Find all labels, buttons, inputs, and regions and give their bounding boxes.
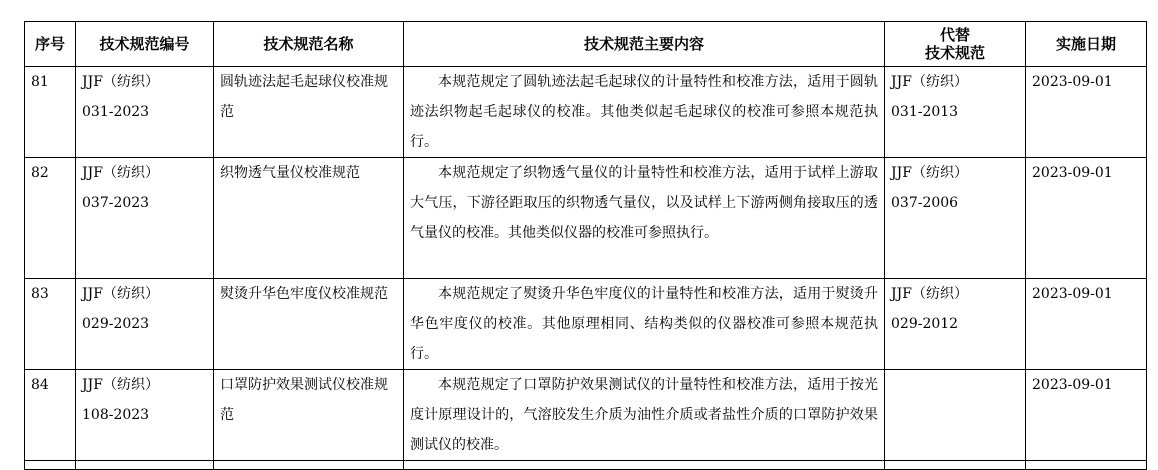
header-date: 实施日期	[1026, 22, 1147, 67]
cell-code-line1: JJF（纺织）	[82, 74, 159, 90]
cell-replace-line1: JJF（纺织）	[891, 74, 968, 90]
cell-name: 圆轨迹法起毛起球仪校准规范	[214, 67, 404, 158]
cell-code-line2: 031-2023	[82, 104, 150, 120]
cell-content: 本规范规定了织物透气量仪的计量特性和校准方法，适用于试样上游取大气压，下游径距取压的织物透气量仪，以及试样上下游两侧角接取压的透气量仪的校准。其他类似仪器的校准可参照执行。	[404, 158, 885, 279]
cell-replace	[885, 158, 1026, 279]
cell-replace-line2: 029-2012	[891, 316, 959, 332]
table-row	[25, 279, 1147, 370]
standards-table	[24, 21, 1147, 470]
cell-code	[76, 158, 214, 279]
cell-no: 83	[25, 279, 76, 370]
cell-code-line1: JJF（纺织）	[82, 377, 159, 393]
table-row-partial	[25, 461, 1147, 470]
cell-date: 2023-09-01	[1026, 370, 1147, 461]
cell-code	[76, 370, 214, 461]
cell-replace-line2: 031-2013	[891, 104, 959, 120]
cell-partial	[25, 461, 76, 470]
cell-code-line2: 108-2023	[82, 407, 150, 423]
cell-partial	[1026, 461, 1147, 470]
cell-code-line2: 037-2023	[82, 195, 150, 211]
header-replace	[885, 22, 1026, 67]
cell-code	[76, 67, 214, 158]
cell-replace	[885, 279, 1026, 370]
cell-partial	[404, 461, 885, 470]
cell-replace	[885, 370, 1026, 461]
cell-no: 82	[25, 158, 76, 279]
cell-content: 本规范规定了熨烫升华色牢度仪的计量特性和校准方法，适用于熨烫升华色牢度仪的校准。其他原理相同、结构类似的仪器校准可参照本规范执行。	[404, 279, 885, 370]
cell-code-line1: JJF（纺织）	[82, 165, 159, 181]
header-replace-line1: 代替	[939, 26, 970, 44]
table-row	[25, 370, 1147, 461]
header-replace-line2: 技术规范	[924, 44, 985, 62]
cell-no: 81	[25, 67, 76, 158]
cell-content: 本规范规定了圆轨迹法起毛起球仪的计量特性和校准方法，适用于圆轨迹法织物起毛起球仪的校准。其他类似起毛起球仪的校准可参照本规范执行。	[404, 67, 885, 158]
cell-partial	[214, 461, 404, 470]
cell-name: 熨烫升华色牢度仪校准规范	[214, 279, 404, 370]
cell-name: 织物透气量仪校准规范	[214, 158, 404, 279]
cell-replace-line2: 037-2006	[891, 195, 959, 211]
cell-replace	[885, 67, 1026, 158]
header-no: 序号	[25, 22, 76, 67]
header-name: 技术规范名称	[214, 22, 404, 67]
table-row	[25, 67, 1147, 158]
cell-name: 口罩防护效果测试仪校准规范	[214, 370, 404, 461]
cell-replace-line1: JJF（纺织）	[891, 286, 968, 302]
cell-partial	[885, 461, 1026, 470]
cell-date: 2023-09-01	[1026, 158, 1147, 279]
table-row	[25, 158, 1147, 279]
cell-code-line2: 029-2023	[82, 316, 150, 332]
cell-partial	[76, 461, 214, 470]
header-content: 技术规范主要内容	[404, 22, 885, 67]
cell-replace-line1: JJF（纺织）	[891, 165, 968, 181]
cell-code	[76, 279, 214, 370]
cell-no: 84	[25, 370, 76, 461]
cell-date: 2023-09-01	[1026, 279, 1147, 370]
table-header-row	[25, 22, 1147, 67]
cell-code-line1: JJF（纺织）	[82, 286, 159, 302]
cell-date: 2023-09-01	[1026, 67, 1147, 158]
header-code: 技术规范编号	[76, 22, 214, 67]
cell-content: 本规范规定了口罩防护效果测试仪的计量特性和校准方法，适用于按光度计原理设计的，气溶胶发生介质为油性介质或者盐性介质的口罩防护效果测试仪的校准。	[404, 370, 885, 461]
